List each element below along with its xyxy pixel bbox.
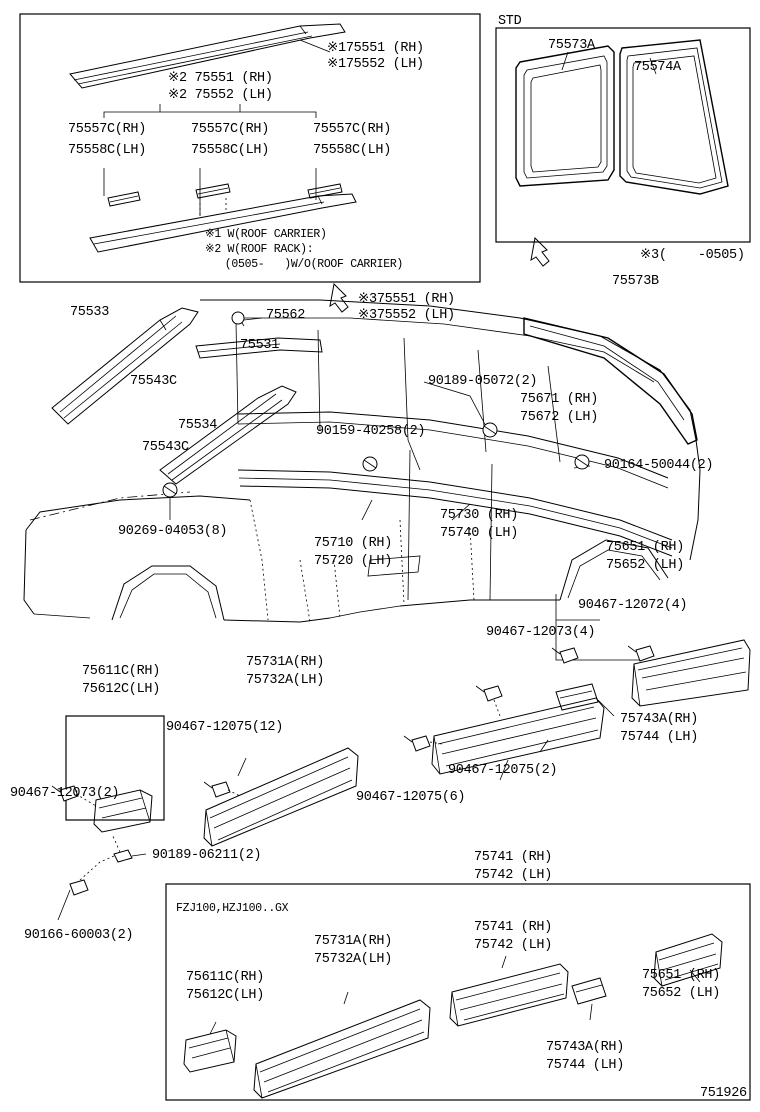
label-75533: 75533: [70, 305, 110, 320]
note-roof-rack: ※2 W(ROOF RACK):: [205, 243, 314, 256]
label-b-75744-lh: 75744 (LH): [546, 1058, 625, 1073]
label-75574a: 75574A: [634, 60, 681, 75]
label-90159-40258: 90159-40258(2): [316, 424, 426, 439]
label-75612c-lh: 75612C(LH): [82, 682, 161, 697]
label-bottom-title: FZJ100,HZJ100..GX: [176, 902, 289, 915]
label-175552-lh: ※175552 (LH): [327, 57, 424, 72]
label-75558c-lh-1: 75558C(LH): [68, 143, 147, 158]
label-90467-12073-4: 90467-12073(4): [486, 625, 596, 640]
label-75743a-rh: 75743A(RH): [620, 712, 699, 727]
label-90189-05072: 90189-05072(2): [428, 374, 538, 389]
label-75742-lh: 75742 (LH): [474, 868, 553, 883]
label-75652-lh: 75652 (LH): [606, 558, 685, 573]
label-75720-lh: 75720 (LH): [314, 554, 393, 569]
label-b-75732a-lh: 75732A(LH): [314, 952, 393, 967]
label-90164-50044: 90164-50044(2): [604, 458, 714, 473]
label-75531: 75531: [240, 338, 280, 353]
label-75543c-1: 75543C: [130, 374, 177, 389]
label-b-75611c-rh: 75611C(RH): [186, 970, 265, 985]
label-b-75742-lh: 75742 (LH): [474, 938, 553, 953]
label-b-75731a-rh: 75731A(RH): [314, 934, 393, 949]
label-std: STD: [498, 14, 522, 29]
label-b-75651-rh: 75651 (RH): [642, 968, 721, 983]
label-90467-12075-12: 90467-12075(12): [166, 720, 284, 735]
label-b-75741-rh: 75741 (RH): [474, 920, 553, 935]
label-75558c-lh-2: 75558C(LH): [191, 143, 270, 158]
label-75710-rh: 75710 (RH): [314, 536, 393, 551]
label-75557c-rh-3: 75557C(RH): [313, 122, 392, 137]
label-75730-rh: 75730 (RH): [440, 508, 519, 523]
label-275552-lh: ※2 75552 (LH): [168, 88, 273, 103]
label-b-75743a-rh: 75743A(RH): [546, 1040, 625, 1055]
label-90467-12075-2: 90467-12075(2): [448, 763, 558, 778]
label-note-3: ※3( -0505): [640, 248, 745, 263]
label-90467-12075-6: 90467-12075(6): [356, 790, 466, 805]
label-75573a: 75573A: [548, 38, 595, 53]
label-90467-12072: 90467-12072(4): [578, 598, 688, 613]
label-75731a-rh: 75731A(RH): [246, 655, 325, 670]
label-175551-rh: ※175551 (RH): [327, 41, 424, 56]
label-75744-lh: 75744 (LH): [620, 730, 699, 745]
label-75573b: 75573B: [612, 274, 659, 289]
label-75741-rh: 75741 (RH): [474, 850, 553, 865]
label-75671-rh: 75671 (RH): [520, 392, 599, 407]
label-75534: 75534: [178, 418, 218, 433]
label-90467-12073-2: 90467-12073(2): [10, 786, 120, 801]
figure-number: 751926: [700, 1086, 747, 1101]
label-90269-04053: 90269-04053(8): [118, 524, 228, 539]
label-75557c-rh-2: 75557C(RH): [191, 122, 270, 137]
label-90189-06211: 90189-06211(2): [152, 848, 262, 863]
label-75672-lh: 75672 (LH): [520, 410, 599, 425]
label-75611c-rh: 75611C(RH): [82, 664, 161, 679]
note-roof-carrier-date: (0505- )W/O(ROOF CARRIER): [205, 258, 404, 271]
label-b-75612c-lh: 75612C(LH): [186, 988, 265, 1003]
label-375552-lh: ※375552 (LH): [358, 308, 455, 323]
label-75558c-lh-3: 75558C(LH): [313, 143, 392, 158]
label-75543c-2: 75543C: [142, 440, 189, 455]
label-75557c-rh-1: 75557C(RH): [68, 122, 147, 137]
note-roof-carrier: ※1 W(ROOF CARRIER): [205, 228, 327, 241]
label-375551-rh: ※375551 (RH): [358, 292, 455, 307]
label-75732a-lh: 75732A(LH): [246, 673, 325, 688]
label-275551-rh: ※2 75551 (RH): [168, 71, 273, 86]
label-75651-rh: 75651 (RH): [606, 540, 685, 555]
label-90166-60003: 90166-60003(2): [24, 928, 134, 943]
label-b-75652-lh: 75652 (LH): [642, 986, 721, 1001]
label-75562: 75562: [266, 308, 306, 323]
label-75740-lh: 75740 (LH): [440, 526, 519, 541]
